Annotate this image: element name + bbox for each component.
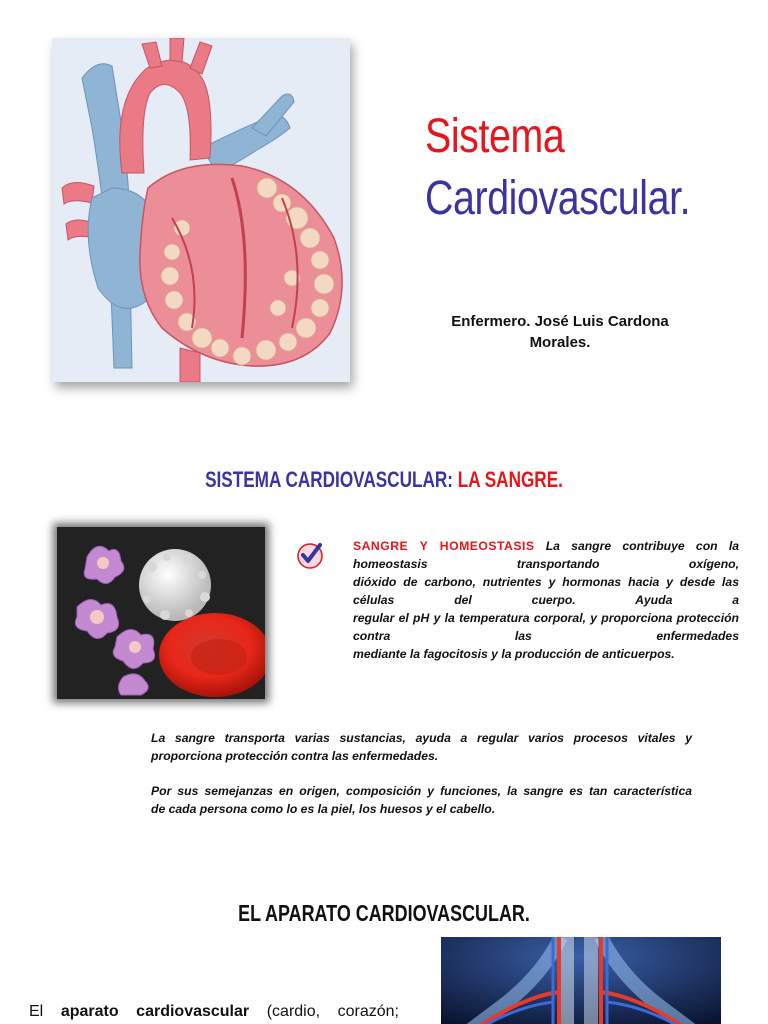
aparato-suffix: (cardio, corazón; — [266, 1003, 400, 1020]
checkmark-circle-icon — [296, 540, 324, 570]
title-line-2: Cardiovascular. — [425, 172, 691, 225]
para-line-4: mediante la fagocitosis y la producción de anticuerpos. — [353, 647, 675, 661]
homeostasis-label: SANGRE Y HOMEOSTASIS — [353, 539, 535, 553]
similarity-paragraph — [151, 782, 692, 818]
para-line-3: regular el pH y la temperatura corporal, y proporciona protección contra las enfermedades — [353, 611, 739, 643]
para-line-1: La sangre contribuye con la homeostasis transportando oxígeno, — [353, 539, 739, 571]
blood-cells-image — [57, 527, 265, 699]
title-line-1: Sistema — [425, 110, 565, 163]
similarity-line-2: de cada persona como lo es la piel, los huesos y el cabello. — [151, 802, 496, 816]
section-heading-aparato: EL APARATO CARDIOVASCULAR. — [238, 900, 530, 926]
para-line-2: dióxido de carbono, nutrientes y hormonas hacia y desde las células del cuerpo. Ayuda a — [353, 575, 739, 607]
transport-paragraph: La sangre transporta varias sustancias, ayuda a regular varios procesos vitales y proporciona protección contra las enfermedades. — [151, 731, 692, 763]
section-heading-sangre — [84, 467, 683, 493]
similarity-line-1: Por sus semejanzas en origen, composición y funciones, la sangre es tan característica — [151, 784, 692, 798]
aparato-prefix: El — [29, 1003, 44, 1020]
heart-image — [52, 38, 350, 382]
author — [420, 311, 700, 353]
aparato-paragraph — [29, 1000, 399, 1024]
section-heading-highlight: LA SANGRE. — [457, 467, 563, 492]
author-line-2: Morales. — [529, 334, 591, 351]
vascular-system-image — [441, 937, 721, 1024]
aparato-bold-term: aparato cardiovascular — [60, 1003, 250, 1020]
homeostasis-paragraph — [353, 537, 739, 663]
section-heading-main: SISTEMA CARDIOVASCULAR: — [205, 467, 453, 492]
author-line-1: Enfermero. José Luis Cardona — [451, 313, 669, 330]
